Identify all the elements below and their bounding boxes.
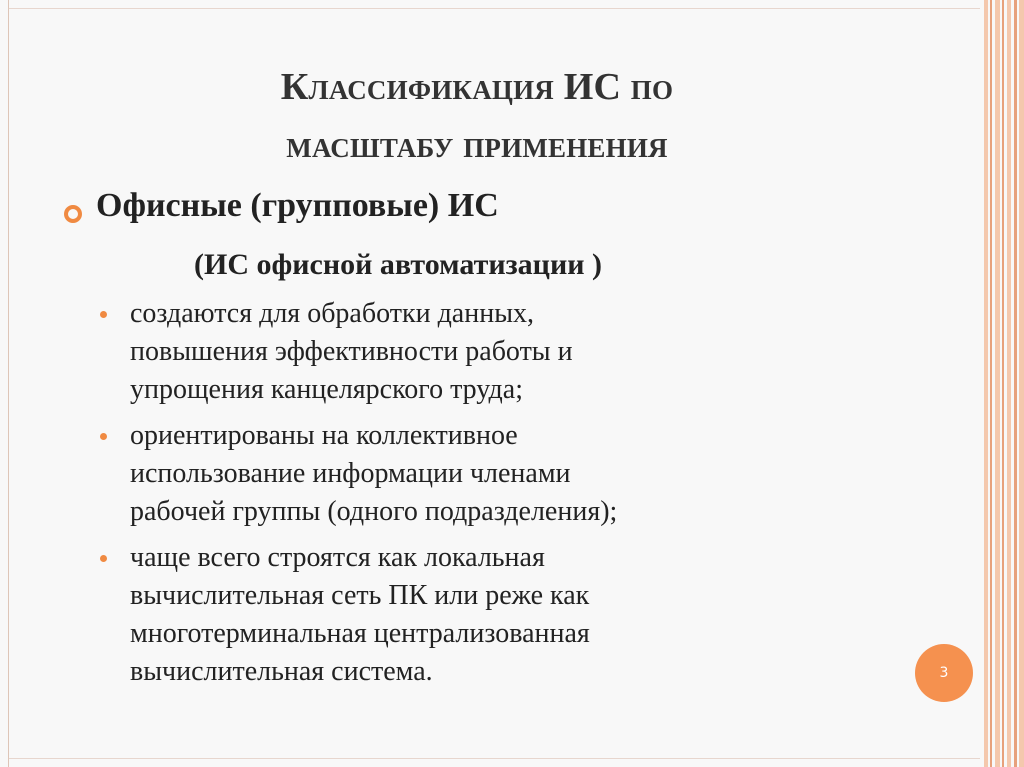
dot-bullet-icon (100, 555, 107, 562)
dot-bullet-icon (100, 433, 107, 440)
bullet-line: упрощения канцелярского труда; (130, 374, 523, 405)
slide-left-frame-line (8, 0, 9, 767)
section-heading (60, 185, 940, 227)
ring-bullet-icon (64, 205, 82, 223)
bullet-line: ориентированы на коллективное (130, 420, 518, 451)
bullet-line: создаются для обработки данных, (130, 298, 535, 329)
content-section (60, 185, 940, 699)
bullet-line: использование информации членами (130, 458, 571, 489)
bullet-line: рабочей группы (одного подразделения); (130, 496, 618, 527)
right-decorative-stripe (1019, 0, 1024, 767)
bullet-line: многотерминальная централизованная (130, 618, 590, 649)
slide-title-line: масштабу применения (286, 124, 668, 166)
slide-top-frame-line (8, 8, 980, 9)
bullet-item (130, 417, 850, 531)
page-number-badge: 3 (915, 644, 973, 702)
right-decorative-stripe (984, 0, 988, 767)
section-heading-text: Офисные (групповые) ИС (96, 187, 499, 224)
right-decorative-stripe (1014, 0, 1017, 767)
right-decorative-stripe (995, 0, 1000, 767)
bullet-line: чаще всего строятся как локальная (130, 542, 545, 573)
right-decorative-stripe (990, 0, 992, 767)
section-subtitle: (ИС офисной автоматизации ) (194, 248, 603, 281)
bullet-line: вычислительная сеть ПК или реже как (130, 580, 590, 611)
dot-bullet-icon (100, 311, 107, 318)
bullet-item (130, 295, 850, 409)
bullet-line: вычислительная система. (130, 656, 433, 687)
bullet-line: повышения эффективности работы и (130, 336, 573, 367)
right-decorative-stripe (1007, 0, 1011, 767)
slide-title-line: Классификация ИС по (280, 66, 674, 108)
right-decorative-stripe (1002, 0, 1004, 767)
slide-bottom-frame-line (8, 758, 980, 759)
bullet-item (130, 539, 850, 691)
bullet-list (130, 295, 850, 691)
slide-title (82, 58, 872, 174)
